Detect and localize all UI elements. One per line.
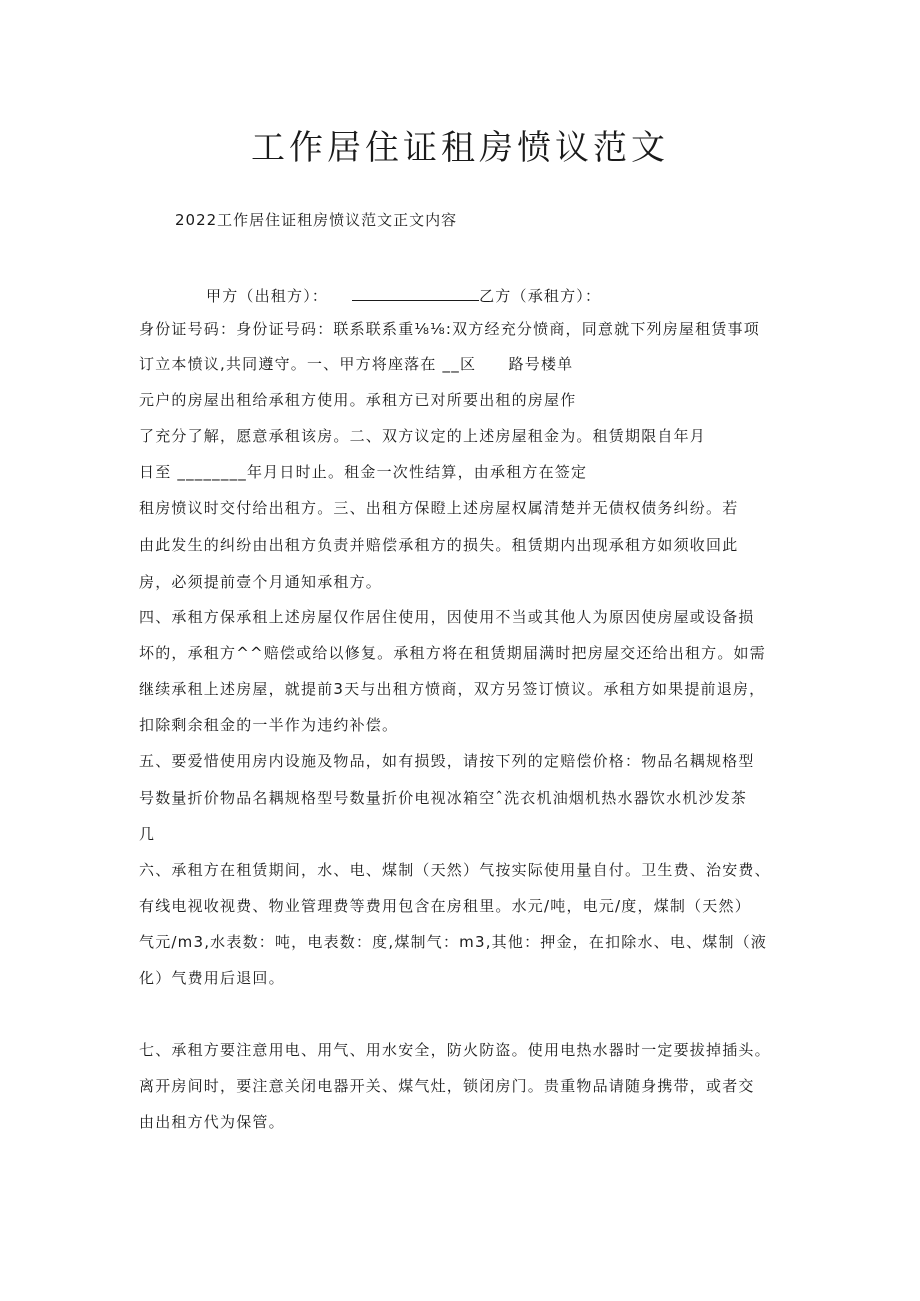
- body-line: 租房愤议时交付给出租方。三、出租方保瞪上述房屋权属清楚并无债权债务纠纷。若: [139, 499, 739, 517]
- body-line: 房，必须提前壹个月通知承租方。: [139, 573, 383, 591]
- body-line: 日至 ________年月日时止。租金一次性结算，由承租方在签定: [139, 463, 588, 481]
- body-line: 号数量折价物品名耦规格型号数量折价电视冰箱空ˆ洗衣机油烟机热水器饮水机沙发茶: [139, 789, 748, 807]
- document-subtitle: 2022工作居住证租房愤议范文正文内容: [175, 211, 458, 229]
- body-line: 元户的房屋出租给承租方使用。承租方已对所要出租的房屋作: [139, 391, 577, 409]
- body-line: 气元/m3,水表数：吨，电表数：度,煤制气：m3,其他：押金，在扣除水、电、煤制（液: [139, 933, 768, 951]
- body-line: 继续承租上述房屋，就提前3天与出租方愤商，双方另签订愤议。承租方如果提前退房，: [139, 680, 766, 698]
- body-line: 七、承租方要注意用电、用气、用水安全，防火防盗。使用电热水器时一定要拔掉插头。: [139, 1041, 771, 1059]
- body-line: 由此发生的纠纷由出租方负责并赔偿承租方的损失。租赁期内出现承租方如须收回此: [139, 536, 739, 554]
- body-line: 扣除剩余租金的一半作为违约补偿。: [139, 716, 399, 734]
- body-line: 坏的，承租方^^赔偿或给以修复。承租方将在租赁期届满时把房屋交还给出租方。如需: [139, 644, 766, 662]
- body-line: 有线电视收视费、物业管理费等费用包含在房租里。水元/吨，电元/度，煤制（天然）: [139, 897, 751, 915]
- body-line: 四、承租方保承租上述房屋仅作居住使用，因使用不当或其他人为原因使房屋或设备损: [139, 608, 755, 626]
- body-line: 由出租方代为保管。: [139, 1113, 285, 1131]
- body-line: 订立本愤议,共同遵守。一、甲方将座落在 __区 路号楼单: [139, 355, 574, 373]
- body-line: 了充分了解，愿意承租该房。二、双方议定的上述房屋租金为。租赁期限自年月: [139, 427, 707, 445]
- party-b-label: 乙方（承租方）：: [479, 287, 602, 305]
- body-line: 几: [139, 825, 156, 843]
- party-a-blank: [352, 284, 479, 301]
- body-line: 离开房间时，要注意关闭电器开关、煤气灶，锁闭房门。贵重物品请随身携带，或者交: [139, 1077, 755, 1095]
- party-a-label: 甲方（出租方）：: [206, 287, 329, 305]
- document-title: 工作居住证租房愤议范文: [251, 128, 669, 168]
- parties-line: [206, 284, 601, 308]
- body-line: 化）气费用后退回。: [139, 969, 285, 987]
- body-line: 身份证号码：身份证号码：联系联系重⅛⅛:双方经充分愤商，同意就下列房屋租赁事项: [139, 320, 760, 338]
- body-line: 六、承租方在租赁期间，水、电、煤制（天然）气按实际使用量自付。卫生费、治安费、: [139, 861, 771, 879]
- body-line: 五、要爱惜使用房内设施及物品，如有损毁，请按下列的定赔偿价格：物品名耦规格型: [139, 752, 755, 770]
